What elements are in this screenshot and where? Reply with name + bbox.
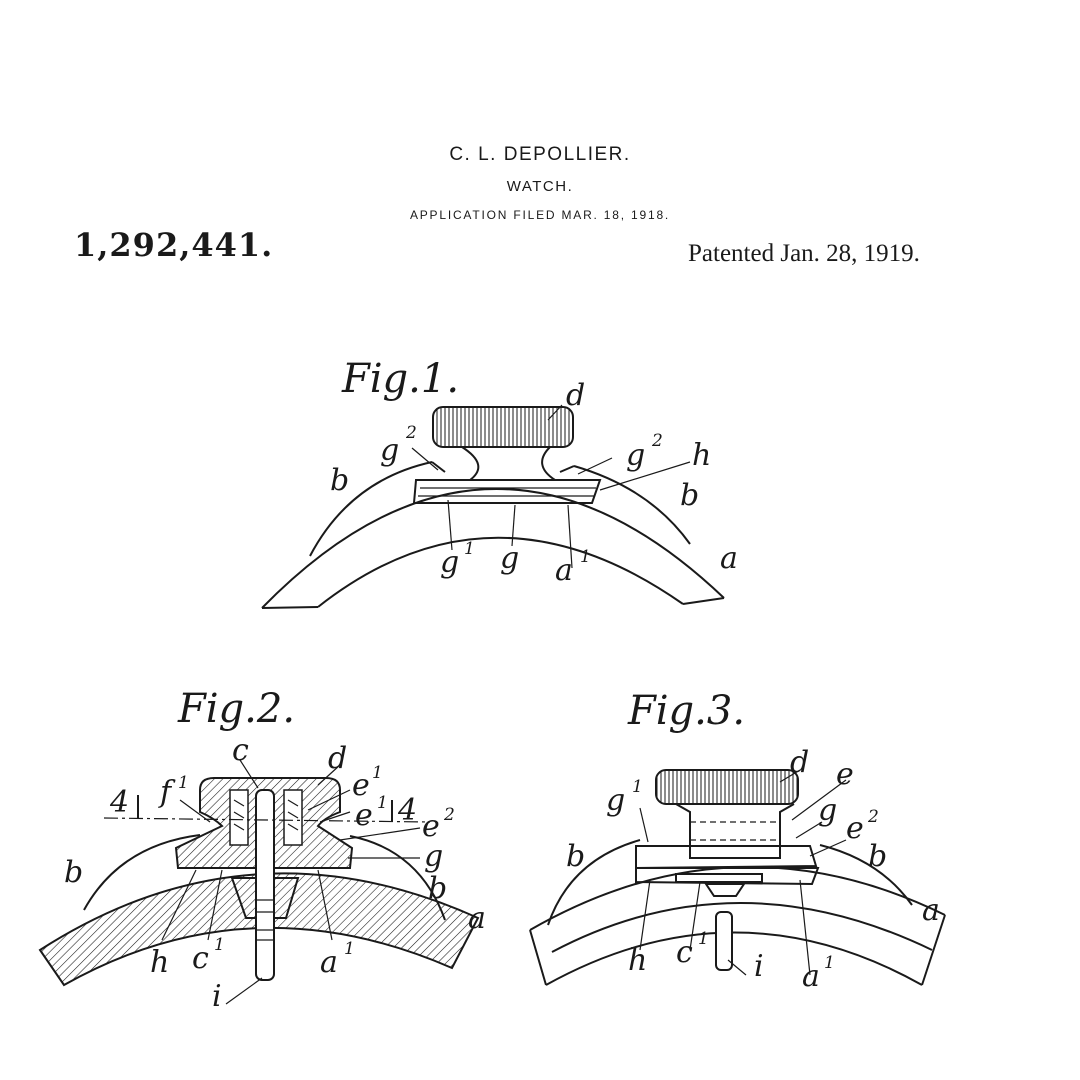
fig2-label-e1: e <box>355 798 373 833</box>
fig2-label-f-sup: 1 <box>178 773 189 793</box>
fig2-label-e: e <box>352 768 370 803</box>
fig1-label-g2-left: g <box>380 433 400 468</box>
fig3-label-c1-sup: 1 <box>698 929 709 949</box>
fig3-label-g1: g <box>606 783 626 818</box>
fig1-crown-assembly <box>414 407 600 503</box>
fig2-stem-i <box>256 790 274 980</box>
fig1-label-d: d <box>566 378 586 413</box>
patented-date: Patented Jan. 28, 1919. <box>688 240 920 267</box>
fig2-label-4-left: 4 <box>110 785 130 820</box>
fig1-title: Fig.1. <box>342 356 460 402</box>
fig2-label-f: f <box>160 775 172 810</box>
fig2-label-4-right: 4 <box>398 793 418 828</box>
fig3-label-g1-sup: 1 <box>632 777 643 797</box>
fig2-label-h: h <box>150 945 170 980</box>
fig2-title: Fig.2. <box>178 686 296 732</box>
fig3-label-h: h <box>628 943 648 978</box>
fig2-label-d: d <box>328 741 348 776</box>
fig3-label-d: d <box>790 745 810 780</box>
fig3-label-e2: e <box>846 811 864 846</box>
fig1-label-g1: g <box>440 545 460 580</box>
fig3-title: Fig.3. <box>628 688 746 734</box>
fig2-label-c: c <box>232 733 249 768</box>
fig1-label-g2-right: g <box>626 438 646 473</box>
fig1-label-a1-sup: 1 <box>580 547 591 567</box>
figure-3 <box>530 688 945 994</box>
fig3-label-a: a <box>922 893 940 928</box>
fig3-label-i: i <box>754 949 764 984</box>
fig2-label-e2: e <box>422 809 440 844</box>
fig2-label-b-right: b <box>428 871 448 906</box>
fig3-label-e2-sup: 2 <box>868 807 879 827</box>
fig2-label-i: i <box>212 979 222 1014</box>
patent-number: 1,292,441. <box>74 226 274 264</box>
application-filed-date: APPLICATION FILED MAR. 18, 1918. <box>409 208 671 222</box>
fig2-label-a: a <box>468 901 486 936</box>
figure-2 <box>40 686 486 1014</box>
invention-title: WATCH. <box>506 178 574 195</box>
fig1-label-a1: a <box>555 553 573 588</box>
fig1-label-h: h <box>692 438 712 473</box>
fig2-label-g: g <box>424 839 444 874</box>
fig1-label-g1-sup: 1 <box>464 539 475 559</box>
fig3-label-b-right: b <box>868 839 888 874</box>
fig1-label-b-left: b <box>330 463 350 498</box>
fig3-label-b-left: b <box>566 839 586 874</box>
inventor-name: C. L. DEPOLLIER. <box>449 144 631 165</box>
fig2-label-c1: c <box>192 941 209 976</box>
fig2-label-e2-sup: 2 <box>444 805 455 825</box>
fig1-label-b-right: b <box>680 478 700 513</box>
fig2-label-a1: a <box>320 945 338 980</box>
fig1-label-g2-left-sup: 2 <box>406 423 417 443</box>
fig2-label-e-sup: 1 <box>372 763 383 783</box>
fig3-label-g: g <box>818 793 838 828</box>
fig3-label-a1: a <box>802 959 820 994</box>
fig1-label-g2-right-sup: 2 <box>652 431 663 451</box>
fig2-label-a1-sup: 1 <box>344 939 355 959</box>
fig3-label-a1-sup: 1 <box>824 953 835 973</box>
fig2-label-b-left: b <box>64 855 84 890</box>
figure-1 <box>262 356 738 608</box>
fig2-label-c1-sup: 1 <box>214 935 225 955</box>
fig1-label-a: a <box>720 541 738 576</box>
fig2-label-e1-sup: 1 <box>377 793 388 813</box>
fig3-label-c1: c <box>676 935 693 970</box>
fig1-label-g: g <box>500 541 520 576</box>
fig3-label-e: e <box>836 757 854 792</box>
